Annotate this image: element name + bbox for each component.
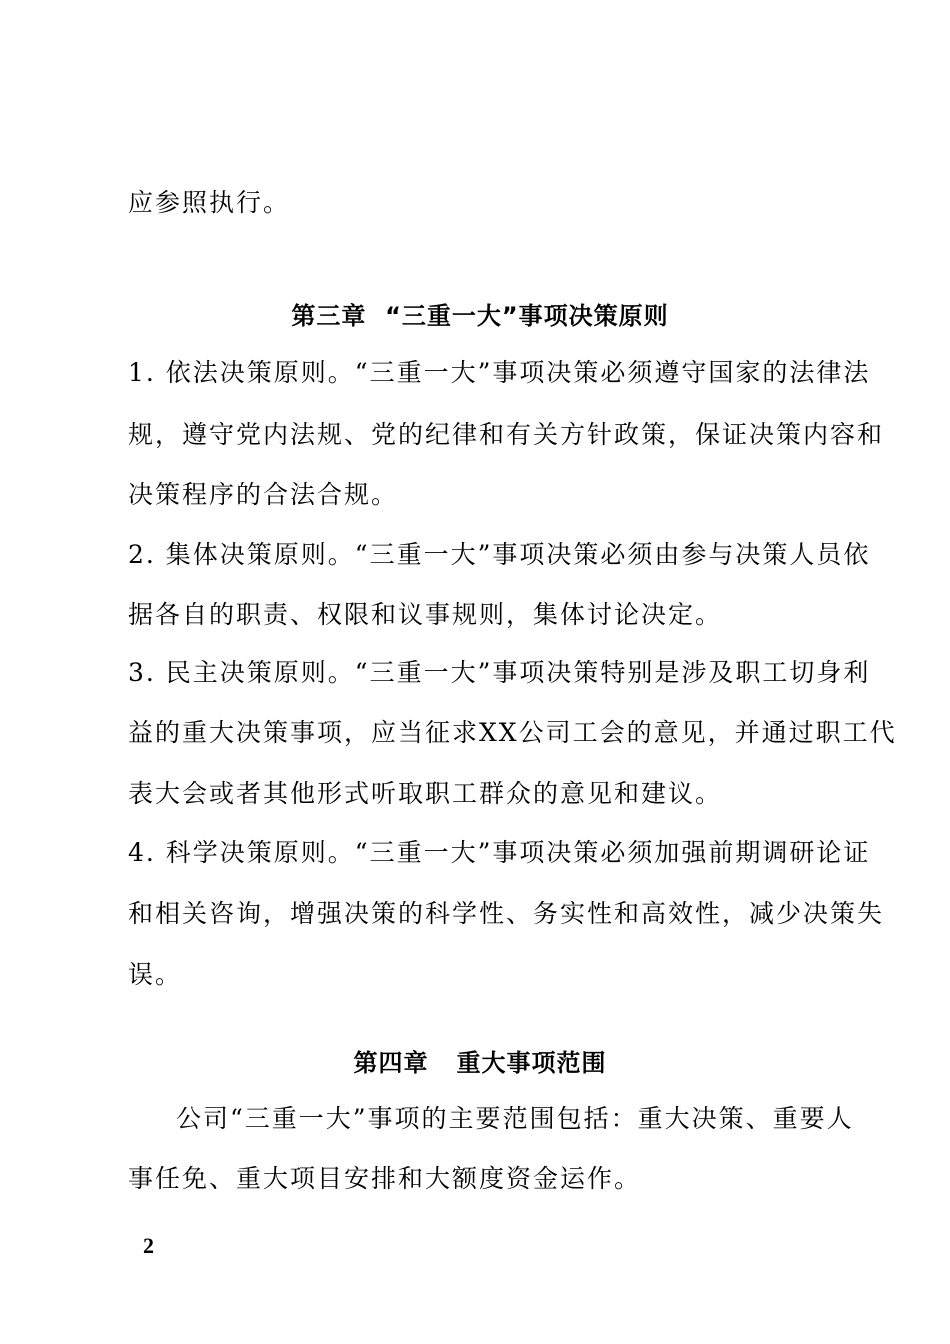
principle-4-line: 和相关咨询，增强决策的科学性、务实性和高效性，减少决策失 (128, 899, 885, 928)
chapter-4-heading: 第四章 重大事项范围 (353, 1049, 607, 1077)
principle-1-line: 规，遵守党内法规、党的纪律和有关方针政策，保证决策内容和 (128, 420, 885, 449)
principle-2-line: 据各自的职责、权限和议事规则，集体讨论决定。 (128, 600, 723, 629)
principle-3-line: 表大会或者其他形式听取职工群众的意见和建议。 (128, 779, 723, 808)
principle-4-line: 4. 科学决策原则。“三重一大”事项决策必须加强前期调研论证 (128, 838, 871, 867)
page-number: 2 (143, 1233, 154, 1258)
principle-3-line: 益的重大决策事项，应当征求XX公司工会的意见，并通过职工代 (128, 718, 897, 747)
principle-2-line: 2. 集体决策原则。“三重一大”事项决策必须由参与决策人员依 (128, 540, 871, 569)
scope-paragraph-line: 公司“三重一大”事项的主要范围包括：重大决策、重要人 (176, 1104, 854, 1133)
continuation-text: 应参照执行。 (128, 188, 291, 217)
principle-1-line: 决策程序的合法合规。 (128, 480, 399, 509)
scope-paragraph-line: 事任免、重大项目安排和大额度资金运作。 (128, 1164, 642, 1193)
principle-4-line: 误。 (128, 960, 183, 989)
principle-1-line: 1. 依法决策原则。“三重一大”事项决策必须遵守国家的法律法 (128, 358, 871, 387)
chapter-3-heading: 第三章 “三重一大”事项决策原则 (291, 302, 669, 330)
principle-3-line: 3. 民主决策原则。“三重一大”事项决策特别是涉及职工切身利 (128, 658, 871, 687)
